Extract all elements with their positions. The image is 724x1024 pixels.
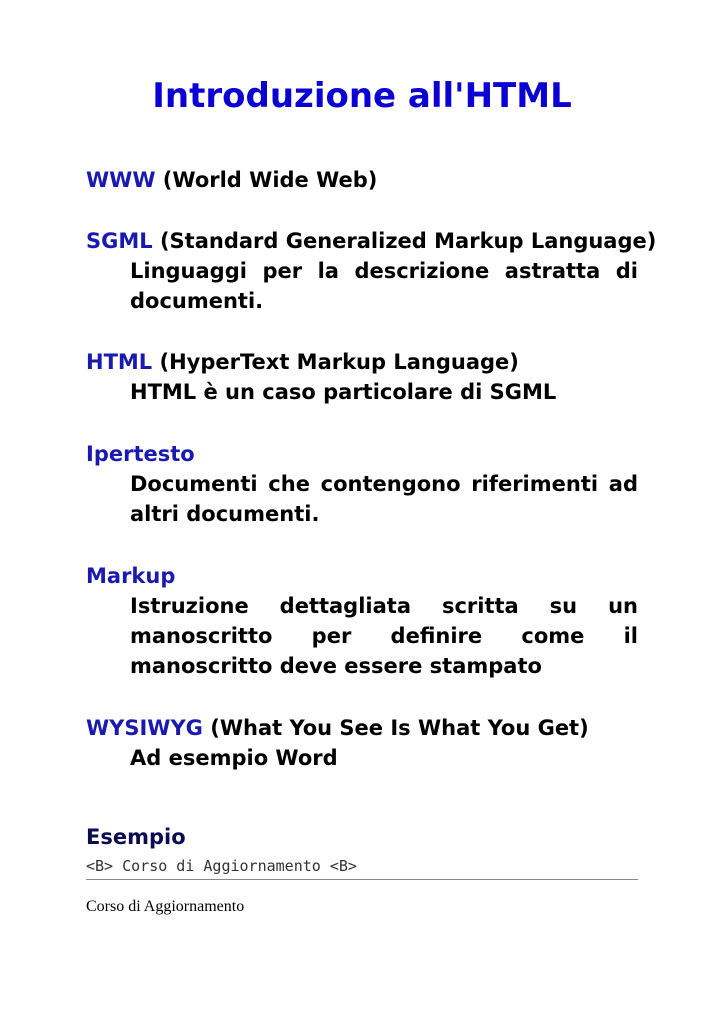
term-description: Linguaggi per la descrizione astratta di documenti. xyxy=(130,259,638,313)
term-label: WWW xyxy=(86,168,156,192)
term-expansion: (HyperText Markup Language) xyxy=(152,350,519,374)
entry-ipertesto xyxy=(86,439,638,529)
term-expansion: (What You See Is What You Get) xyxy=(202,716,589,740)
example-rendered: Corso di Aggiornamento xyxy=(86,898,245,915)
entry-markup xyxy=(86,561,638,681)
example-heading: Esempio xyxy=(86,825,186,849)
term-line xyxy=(86,347,638,377)
term-description: Ad esempio Word xyxy=(130,746,338,770)
term-line xyxy=(86,561,638,591)
example-code: <B> Corso di Aggiornamento <B> xyxy=(86,855,638,880)
entry-html xyxy=(86,347,638,407)
page-title: Introduzione all'HTML xyxy=(152,76,572,116)
term-label: SGML xyxy=(86,229,153,253)
term-label: Markup xyxy=(86,564,176,588)
term-line xyxy=(86,439,638,469)
term-label: WYSIWYG xyxy=(86,716,203,740)
entry-wysiwyg xyxy=(86,713,638,773)
term-line xyxy=(86,226,657,256)
term-line xyxy=(86,165,638,195)
entry-www xyxy=(86,165,638,195)
term-description: HTML è un caso particolare di SGML xyxy=(130,380,557,404)
term-expansion: (World Wide Web) xyxy=(155,168,378,192)
term-label: Ipertesto xyxy=(86,442,195,466)
term-label: HTML xyxy=(86,350,153,374)
term-line xyxy=(86,713,638,743)
entry-sgml xyxy=(86,226,657,316)
term-description: Istruzione dettagliata scritta su un manoscritto per definire come il manoscritto deve essere stampato xyxy=(130,594,638,678)
term-expansion: (Standard Generalized Markup Language) xyxy=(152,229,657,253)
term-description: Documenti che contengono riferimenti ad altri documenti. xyxy=(130,472,638,526)
